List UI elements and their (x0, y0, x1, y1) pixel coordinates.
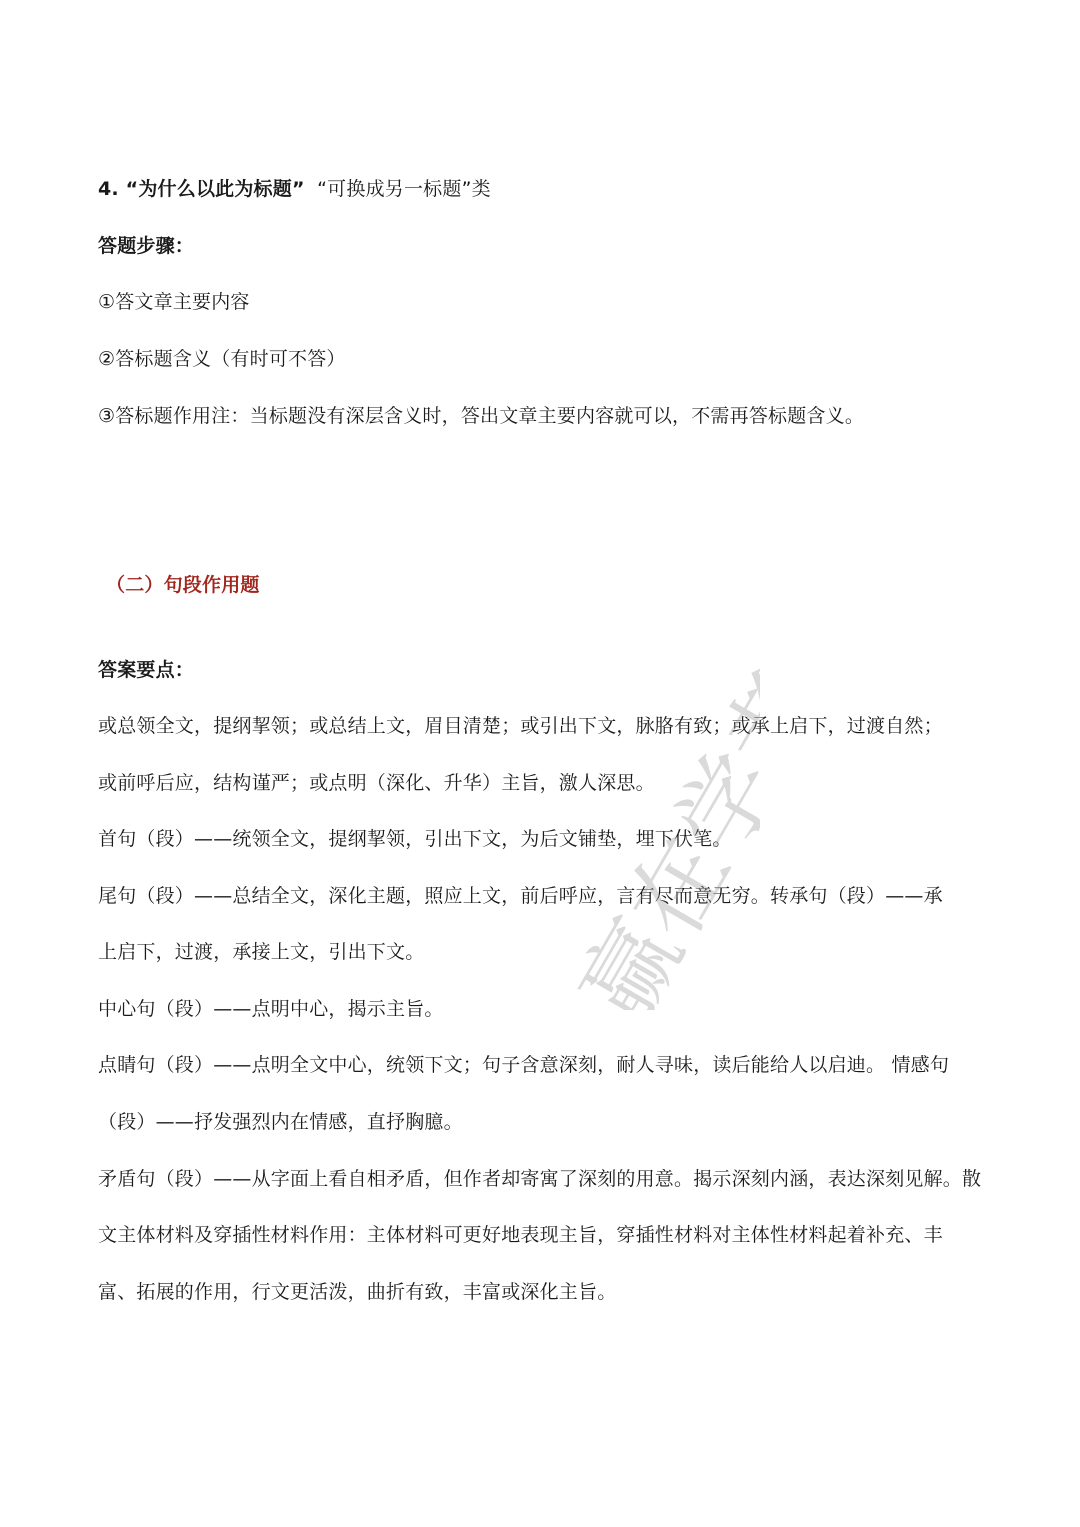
step-2: ②答标题含义（有时可不答） (98, 348, 346, 370)
answer-steps-label: 答题步骤： (98, 235, 195, 257)
heading-bold-part: 4. “为什么以此为标题” (98, 178, 305, 200)
section-title: （二）句段作用题 (106, 574, 260, 596)
answer-points-label: 答案要点： (98, 659, 195, 681)
body-line: 矛盾句（段）——从字面上看自相矛盾，但作者却寄寓了深刻的用意。揭示深刻内涵，表达深刻见解。散 (98, 1168, 982, 1190)
step-1: ①答文章主要内容 (98, 291, 250, 313)
step-3: ③答标题作用注：当标题没有深层含义时，答出文章主要内容就可以，不需再答标题含义。 (98, 405, 865, 427)
body-line: 中心句（段）——点明中心，揭示主旨。 (98, 998, 444, 1020)
svg-text:赢在学考: 赢在学考 (558, 651, 760, 1010)
body-line: 点睛句（段）——点明全文中心，统领下文；句子含意深刻，耐人寻味，读后能给人以启迪。 情感句 (98, 1054, 950, 1076)
body-line: 或前呼后应，结构谨严；或点明（深化、升华）主旨，激人深思。 (98, 772, 655, 794)
body-line: 上启下，过渡，承接上文，引出下文。 (98, 941, 425, 963)
question-type-heading (98, 175, 988, 203)
body-line: 文主体材料及穿插性材料作用：主体材料可更好地表现主旨，穿插性材料对主体性材料起着补充、丰 (98, 1224, 943, 1246)
body-line: 首句（段）——统领全文，提纲挈领，引出下文，为后文铺垫，埋下伏笔。 (98, 828, 732, 850)
body-line: （段）——抒发强烈内在情感，直抒胸臆。 (98, 1111, 463, 1133)
body-line: 尾句（段）——总结全文，深化主题，照应上文，前后呼应，言有尽而意无穷。转承句（段）——承 (98, 885, 943, 907)
body-line: 或总领全文，提纲挈领；或总结上文，眉目清楚；或引出下文，脉胳有致；或承上启下，过渡自然； (98, 715, 943, 737)
body-line: 富、拓展的作用，行文更活泼，曲折有致，丰富或深化主旨。 (98, 1281, 617, 1303)
heading-regular-part: “可换成另一标题”类 (317, 178, 491, 200)
